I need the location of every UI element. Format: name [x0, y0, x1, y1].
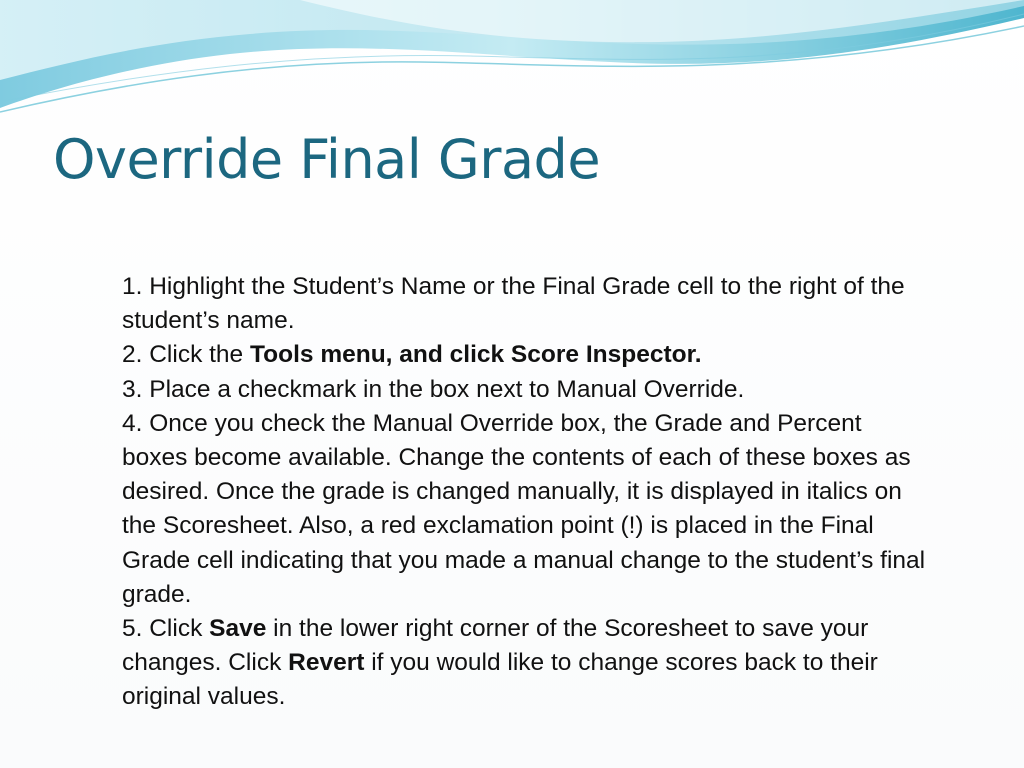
step-2-prefix: 2. Click the	[122, 341, 250, 369]
step-5-save-bold: Save	[209, 615, 267, 643]
step-1: 1. Highlight the Student’s Name or the Final Grade cell to the right of the student’s name.	[122, 273, 905, 335]
step-5	[122, 612, 932, 715]
instructions-body	[122, 270, 932, 715]
step-2	[122, 338, 932, 372]
step-5-prefix: 5. Click	[122, 615, 210, 643]
step-2-bold: Tools menu, and click Score Inspector.	[250, 341, 702, 369]
step-5-middle: in the lower right corner of the Scoresheet to save your changes. Click	[122, 615, 869, 677]
slide-title: Override Final Grade	[53, 128, 601, 191]
step-4: 4. Once you check the Manual Override box, the Grade and Percent boxes become available. Change the contents of each of these boxes as desired. Once the grade is changed manually, it is displayed in italics on the Scoresheet. Also, a red exclamation point (!) is placed in the Final Grade cell indicating that you made a manual change to the student’s final grade.	[122, 409, 926, 608]
step-5-suffix: if you would like to change scores back to their original values.	[122, 649, 878, 711]
header-wave-decoration	[0, 0, 1024, 130]
step-3: 3. Place a checkmark in the box next to Manual Override.	[122, 375, 745, 403]
step-5-revert-bold: Revert	[288, 649, 365, 677]
